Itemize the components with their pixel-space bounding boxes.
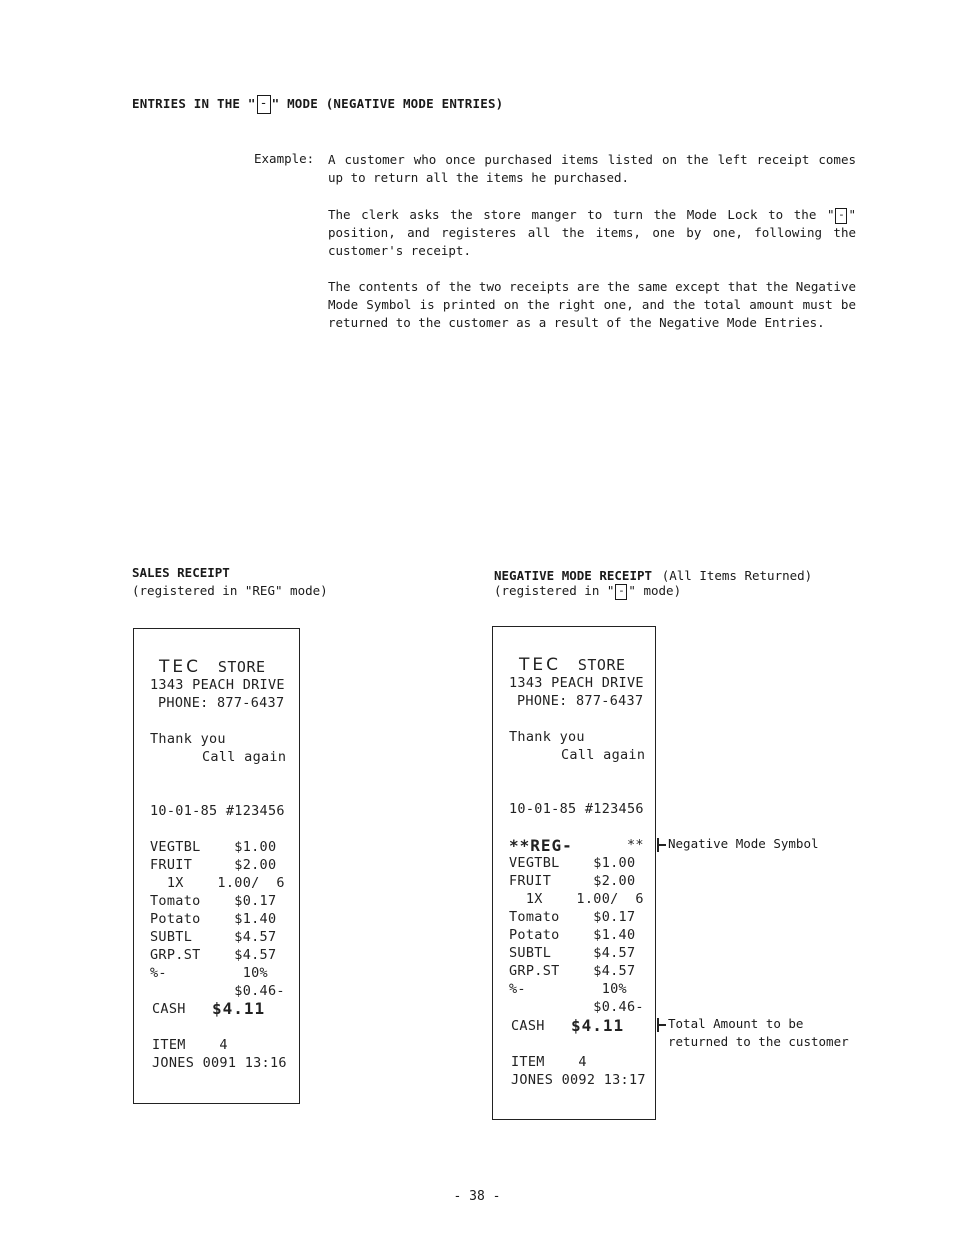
receipt-clerk-line: JONES 0092 13:17 (511, 1072, 646, 1088)
negative-receipt-title-row (494, 565, 812, 584)
receipt-line: Tomato $0.17 (150, 893, 277, 909)
paragraph-2-start: The clerk asks the store manger to turn the Mode Lock to the " (328, 207, 835, 222)
receipt-line: 1X 1.00/ 6 (509, 891, 644, 907)
section-heading (132, 95, 503, 114)
receipt-phone: PHONE: 877-6437 (158, 695, 285, 711)
receipt-date-line: 10-01-85 #123456 (150, 803, 285, 819)
receipt-address: 1343 PEACH DRIVE (509, 675, 644, 691)
negative-mode-key-icon: - (615, 584, 627, 600)
sales-receipt-title: SALES RECEIPT (132, 565, 230, 580)
page-number: - 38 - (453, 1189, 501, 1204)
receipt-cash-label: CASH (511, 1018, 545, 1034)
receipt-logo (519, 655, 626, 675)
negative-mode-key-icon: - (835, 208, 847, 224)
annotation-total-amount-2: returned to the customer (668, 1034, 849, 1049)
receipt-thanks: Thank you (150, 731, 226, 747)
receipt-line: Potato $1.40 (509, 927, 636, 943)
receipt-address: 1343 PEACH DRIVE (150, 677, 285, 693)
receipt-phone: PHONE: 877-6437 (517, 693, 644, 709)
receipt-thanks: Thank you (509, 729, 585, 745)
negative-receipt-note: (All Items Returned) (661, 568, 813, 583)
receipt-line: %- 10% (150, 965, 268, 981)
paragraph-2-end: " position, and registeres all the items, one by one, following the customer's receipt. (328, 207, 856, 258)
example-paragraph-3: The contents of the two receipts are the same except that the Negative Mode Symbol is printed on the right one, and the total amount must be returned to the customer as a result of the Negative Mode Entries. (328, 279, 856, 330)
receipt-cash-label: CASH (152, 1001, 186, 1017)
receipt-cash-value: $4.11 (212, 999, 266, 1018)
negative-receipt (492, 626, 656, 1120)
receipt-line: FRUIT $2.00 (509, 873, 636, 889)
annotation-negative-mode-symbol: Negative Mode Symbol (668, 836, 819, 851)
receipt-line: 1X 1.00/ 6 (150, 875, 285, 891)
receipt-line: $0.46- (150, 983, 285, 999)
receipt-line: SUBTL $4.57 (509, 945, 636, 961)
annotation-leader (657, 844, 666, 846)
annotation-leader (657, 1024, 666, 1026)
heading-prefix: ENTRIES IN THE " (132, 96, 256, 111)
receipt-line: GRP.ST $4.57 (509, 963, 636, 979)
receipt-call-again: Call again (202, 749, 287, 765)
receipt-line: $0.46- (509, 999, 644, 1015)
receipt-item-count: ITEM 4 (152, 1037, 228, 1053)
negative-mode-symbol: **REG- (509, 836, 573, 855)
receipt-item-count: ITEM 4 (511, 1054, 587, 1070)
receipt-line: GRP.ST $4.57 (150, 947, 277, 963)
example-label: Example: (254, 151, 315, 166)
example-paragraph-2 (328, 206, 856, 260)
store-name: STORE (577, 656, 626, 674)
receipt-line: Tomato $0.17 (509, 909, 636, 925)
store-name: STORE (217, 658, 266, 676)
tec-logo: TEC (159, 657, 201, 677)
example-paragraph-1: A customer who once purchased items listed on the left receipt comes up to return all the items he purchased. (328, 152, 856, 185)
sales-receipt-subtitle: (registered in "REG" mode) (132, 583, 328, 598)
receipt-logo (159, 657, 266, 677)
subtitle-suffix: " mode) (628, 583, 682, 598)
negative-receipt-subtitle (494, 583, 681, 600)
receipt-line: VEGTBL $1.00 (509, 855, 636, 871)
receipt-call-again: Call again (561, 747, 646, 763)
receipt-date-line: 10-01-85 #123456 (509, 801, 644, 817)
receipt-cash-value: $4.11 (571, 1016, 625, 1035)
negative-receipt-title: NEGATIVE MODE RECEIPT (494, 568, 653, 583)
sales-receipt (133, 628, 300, 1104)
subtitle-prefix: (registered in " (494, 583, 615, 598)
receipt-line: VEGTBL $1.00 (150, 839, 277, 855)
receipt-line: %- 10% (509, 981, 627, 997)
negative-mode-stars: ** (627, 837, 644, 853)
receipt-line: SUBTL $4.57 (150, 929, 277, 945)
tec-logo: TEC (519, 655, 561, 675)
receipt-line: Potato $1.40 (150, 911, 277, 927)
receipt-clerk-line: JONES 0091 13:16 (152, 1055, 287, 1071)
annotation-total-amount-1: Total Amount to be (668, 1016, 804, 1031)
heading-suffix: " MODE (NEGATIVE MODE ENTRIES) (271, 96, 504, 111)
negative-mode-key-icon: - (257, 95, 271, 114)
receipt-line: FRUIT $2.00 (150, 857, 277, 873)
